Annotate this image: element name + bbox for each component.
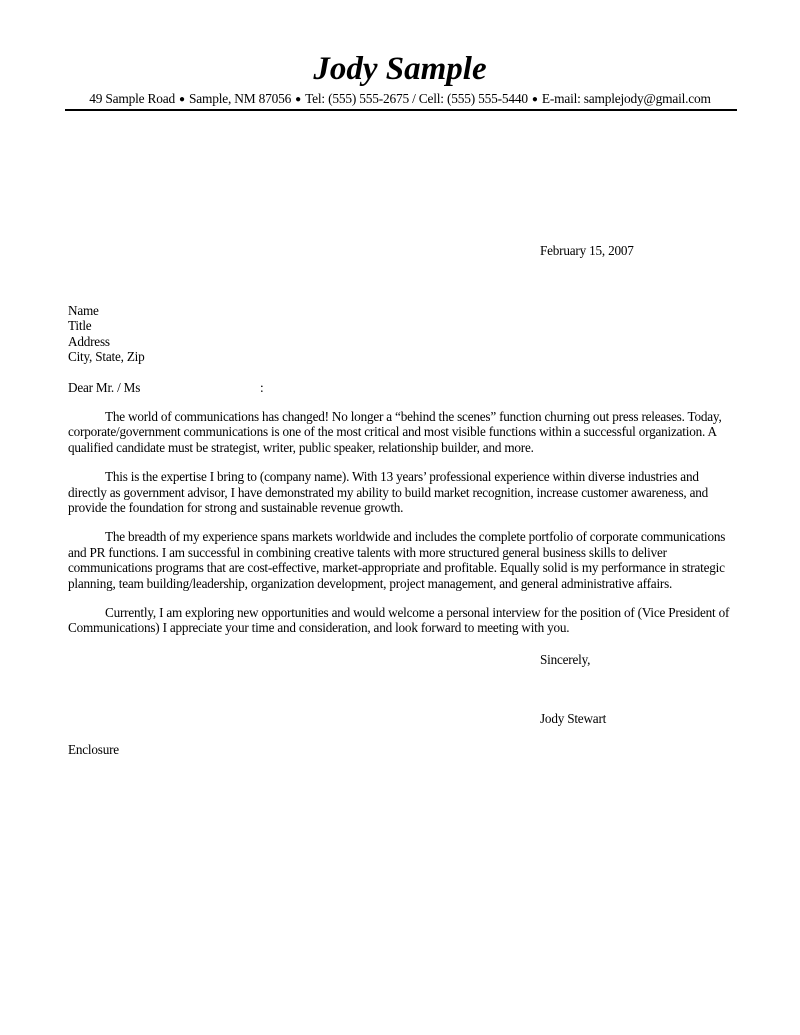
recipient-city-state-zip: City, State, Zip bbox=[68, 349, 145, 365]
contact-line bbox=[0, 91, 800, 108]
signature-name: Jody Stewart bbox=[540, 711, 607, 727]
letterhead-name: Jody Sample bbox=[313, 51, 487, 87]
salutation-colon: : bbox=[260, 379, 264, 395]
salutation-prefix: Dear Mr. / Ms bbox=[68, 379, 141, 395]
letter-body bbox=[0, 243, 800, 758]
paragraph-1: The world of communications has changed! No longer a “behind the scenes” function churning out press releases. Today, corporate/government communications is one of the most critical and most visible functions within a successful organization. A qualified candidate must be strategist, writer, public speaker, relationship builder, and more. bbox=[68, 408, 722, 455]
closing-text: Sincerely, bbox=[540, 651, 591, 667]
contact-street: 49 Sample Road bbox=[89, 91, 175, 106]
enclosure-note: Enclosure bbox=[68, 741, 119, 757]
salutation bbox=[68, 380, 734, 395]
bullet-separator-icon: ● bbox=[531, 93, 538, 105]
paragraph-3: The breadth of my experience spans markets worldwide and includes the complete portfolio of corporate communications and PR functions. I am successful in combining creative talents with more structured general business skills to deliver communications programs that are cost-effective, market-appropriate and profitable. Equally solid is my performance in strategic planning, team building/leadership, organization development, project management, and general administrative affairs. bbox=[68, 529, 726, 591]
contact-email: E-mail: samplejody@gmail.com bbox=[541, 91, 711, 106]
bullet-separator-icon: ● bbox=[295, 93, 302, 105]
paragraph-2: This is the expertise I bring to (company name). With 13 years’ professional experience within diverse industries and directly as government advisor, I have demonstrated my ability to build market recognition, increase customer awareness, and provide the foundation for strong and sustainable revenue growth. bbox=[68, 469, 709, 515]
recipient-address: Address bbox=[68, 333, 110, 349]
recipient-name: Name bbox=[68, 302, 99, 318]
date-text: February 15, 2007 bbox=[540, 242, 634, 258]
paragraph-4: Currently, I am exploring new opportunities and would welcome a personal interview for the position of (Vice President of Communications) I appreciate your time and consideration, and look forward to meeting with you. bbox=[68, 605, 730, 636]
recipient-block bbox=[68, 303, 734, 365]
letterhead bbox=[0, 0, 800, 111]
letterhead-rule bbox=[65, 109, 737, 111]
contact-city-state-zip: Sample, NM 87056 bbox=[189, 91, 292, 106]
bullet-separator-icon: ● bbox=[178, 93, 185, 105]
recipient-title: Title bbox=[68, 318, 92, 334]
contact-phones: Tel: (555) 555-2675 / Cell: (555) 555-5440 bbox=[305, 91, 528, 106]
